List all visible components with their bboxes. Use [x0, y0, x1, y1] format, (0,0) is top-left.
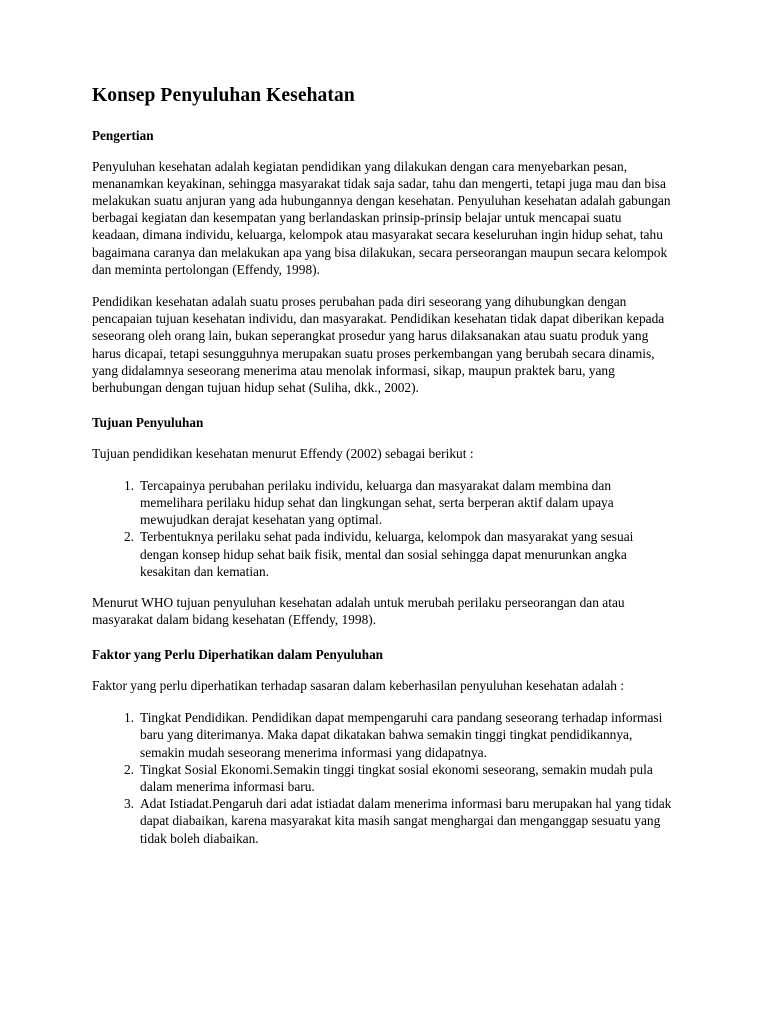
list-item-marker: 3.: [123, 796, 134, 812]
list-item-text: Tercapainya perubahan perilaku individu, keluarga dan masyarakat dalam membina dan memelihara perilaku hidup sehat dan lingkungan sehat, serta berperan aktif dalam upaya mewujudkan derajat kesehatan yang optimal.: [140, 477, 614, 528]
list-item: [92, 795, 672, 847]
page-title: Konsep Penyuluhan Kesehatan: [92, 85, 355, 106]
paragraph-tujuan-closing: Menurut WHO tujuan penyuluhan kesehatan adalah untuk merubah perilaku perseorangan dan atau masyarakat dalam bidang kesehatan (Effendy, 1998).: [92, 595, 625, 628]
section-heading-tujuan-penyuluhan: Tujuan Penyuluhan: [92, 415, 204, 431]
paragraph-pengertian-1: Penyuluhan kesehatan adalah kegiatan pendidikan yang dilakukan dengan cara menyebarkan pesan, menanamkan keyakinan, sehingga masyarakat tidak saja sadar, tahu dan mengerti, tetapi juga mau dan bisa melakukan suatu anjuran yang ada hubungannya dengan kesehatan. Penyuluhan kesehatan adalah gabungan berbagai kegiatan dan kesempatan yang berlandaskan prinsip-prinsip belajar untuk mencapai suatu keadaan, dimana individu, keluarga, kelompok atau masyarakat secara keseluruhan ingin hidup sehat, tahu bagaimana caranya dan melakukan apa yang bisa dilakukan, secara perseorangan maupun secara kelompok dan meminta pertolongan (Effendy, 1998).: [92, 158, 671, 277]
paragraph-tujuan-intro: Tujuan pendidikan kesehatan menurut Effendy (2002) sebagai berikut :: [92, 445, 474, 461]
list-item-marker: 2.: [123, 761, 134, 777]
list-item: [92, 477, 672, 529]
list-item: [92, 709, 672, 761]
list-item-text: Tingkat Sosial Ekonomi.Semakin tinggi tingkat sosial ekonomi seseorang, semakin mudah pula dalam menerima informasi baru.: [140, 761, 653, 794]
list-item-marker: 1.: [123, 710, 134, 726]
list-item-marker: 1.: [123, 477, 134, 493]
list-item: [92, 761, 672, 795]
list-tujuan: [92, 477, 672, 580]
list-item-text: Tingkat Pendidikan. Pendidikan dapat mempengaruhi cara pandang seseorang terhadap informasi baru yang diterimanya. Maka dapat dikatakan bahwa semakin tinggi tingkat pendidikannya, semakin mudah seseorang menerima informasi yang didapatnya.: [140, 710, 663, 760]
list-item-text: Adat Istiadat.Pengaruh dari adat istiadat dalam menerima informasi baru merupakan hal yang tidak dapat diabaikan, karena masyarakat kita masih sangat menghargai dan menganggap sesuatu yang tidak boleh diabaikan.: [140, 796, 672, 846]
paragraph-faktor-intro: Faktor yang perlu diperhatikan terhadap sasaran dalam keberhasilan penyuluhan kesehatan adalah :: [92, 677, 625, 693]
list-item-text: Terbentuknya perilaku sehat pada individu, keluarga, kelompok dan masyarakat yang sesuai dengan konsep hidup sehat baik fisik, mental dan sosial sehingga dapat menurunkan angka kesakitan dan kematian.: [140, 529, 634, 579]
section-heading-pengertian: Pengertian: [92, 128, 154, 143]
paragraph-pengertian-2: Pendidikan kesehatan adalah suatu proses perubahan pada diri seseorang yang dihubungkan dengan pencapaian tujuan kesehatan individu, dan masyarakat. Pendidikan kesehatan tidak dapat diberikan kepada seseorang oleh orang lain, bukan seperangkat prosedur yang harus dilaksanakan atau suatu produk yang harus dicapai, tetapi sesungguhnya merupakan suatu proses perkembangan yang berubah secara dinamis, yang didalamnya seseorang menerima atau menolak informasi, sikap, maupun praktek baru, yang berhubungan dengan tujuan hidup sehat (Suliha, dkk., 2002).: [92, 293, 665, 395]
list-item-marker: 2.: [123, 529, 134, 545]
list-item: [92, 528, 672, 580]
section-heading-faktor: Faktor yang Perlu Diperhatikan dalam Penyuluhan: [92, 647, 384, 663]
list-faktor: [92, 709, 672, 847]
